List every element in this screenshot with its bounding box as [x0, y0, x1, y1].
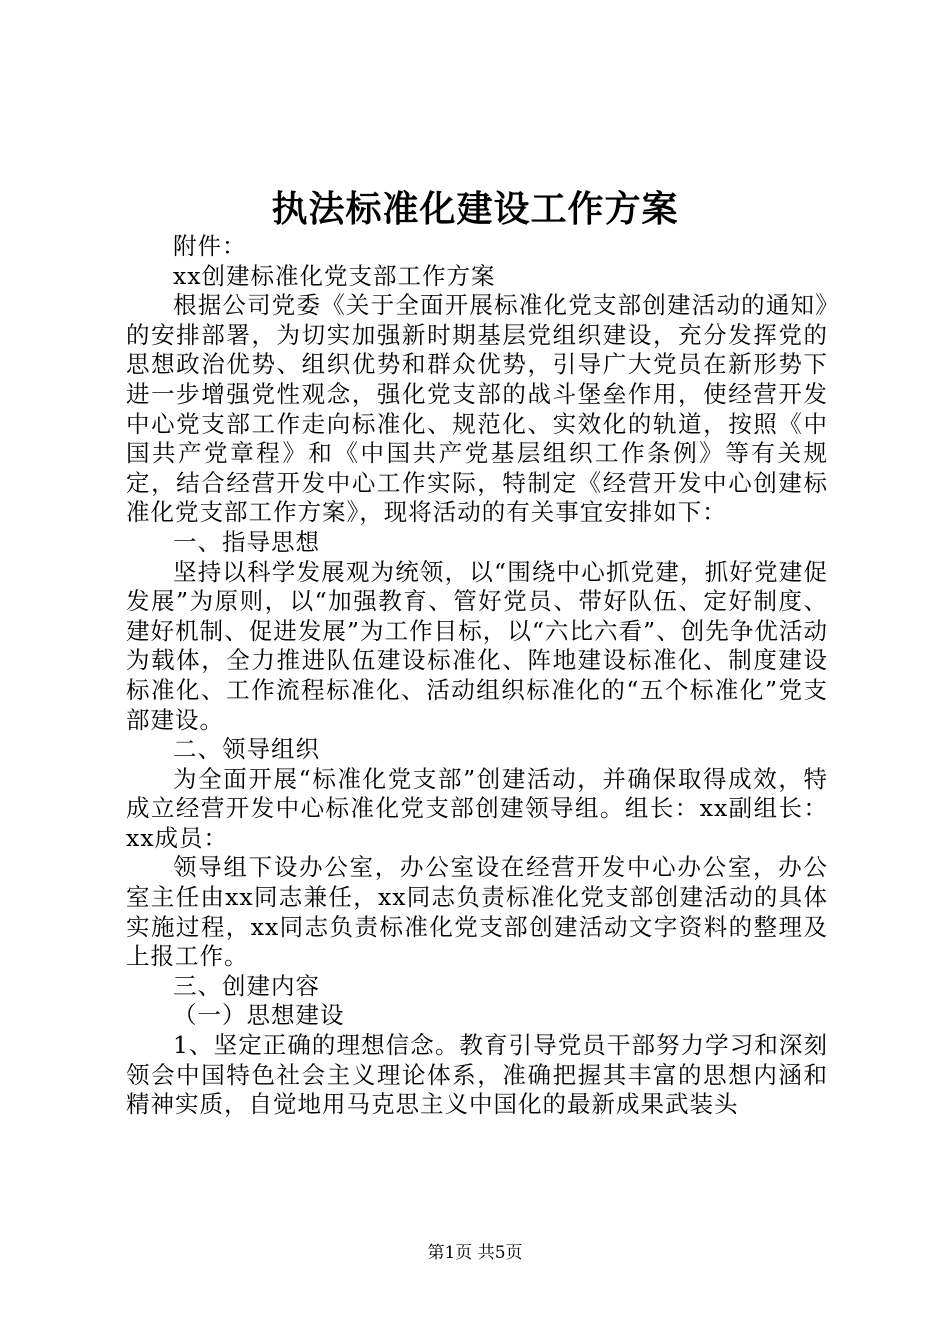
heading-content: 三、创建内容: [173, 971, 320, 1000]
heading-leadership: 二、领导组织: [173, 735, 320, 764]
paragraph-guiding-thought: 坚持以科学发展观为统领，以“围绕中心抓党建，抓好党建促发展”为原则，以“加强教育、管好党员、带好队伍、定好制度、建好机制、促进发展”为工作目标，以“六比六看”、创先争优活动为载体，全力推进队伍建设标准化、阵地建设标准化、制度建设标准化、工作流程标准化、活动组织标准化的“五个标准化”党支部建设。: [126, 557, 828, 734]
heading-ideology: （一）思想建设: [173, 1001, 345, 1030]
paragraph-leadership: 为全面开展“标准化党支部”创建活动，并确保取得成效，特成立经营开发中心标准化党支部创建领导组。组长：xx副组长：xx成员：: [126, 764, 828, 852]
paragraph-subtitle: xx创建标准化党支部工作方案: [173, 261, 496, 290]
paragraph-intro: 根据公司党委《关于全面开展标准化党支部创建活动的通知》的安排部署，为切实加强新时期基层党组织建设，充分发挥党的思想政治优势、组织优势和群众优势，引导广大党员在新形势下进一步增强党性观念，强化党支部的战斗堡垒作用，使经营开发中心党支部工作走向标准化、规范化、实效化的轨道，按照《中国共产党章程》和《中国共产党基层组织工作条例》等有关规定，结合经营开发中心工作实际，特制定《经营开发中心创建标准化党支部工作方案》，现将活动的有关事宜安排如下：: [126, 291, 828, 527]
paragraph-attachment: 附件：: [173, 232, 247, 260]
paragraph-office: 领导组下设办公室，办公室设在经营开发中心办公室，办公室主任由xx同志兼任，xx同志负责标准化党支部创建活动的具体实施过程，xx同志负责标准化党支部创建活动文字资料的整理及上报工作。: [126, 853, 828, 971]
heading-guiding-thought: 一、指导思想: [173, 527, 320, 556]
page-footer: 第1页 共5页: [427, 1243, 523, 1263]
paragraph-ideology-1: 1、坚定正确的理想信念。教育引导党员干部努力学习和深刻领会中国特色社会主义理论体系，准确把握其丰富的思想内涵和精神实质，自觉地用马克思主义中国化的最新成果武装头: [126, 1031, 828, 1119]
document-title: 执法标准化建设工作方案: [271, 188, 679, 230]
document-body: [126, 232, 828, 1120]
